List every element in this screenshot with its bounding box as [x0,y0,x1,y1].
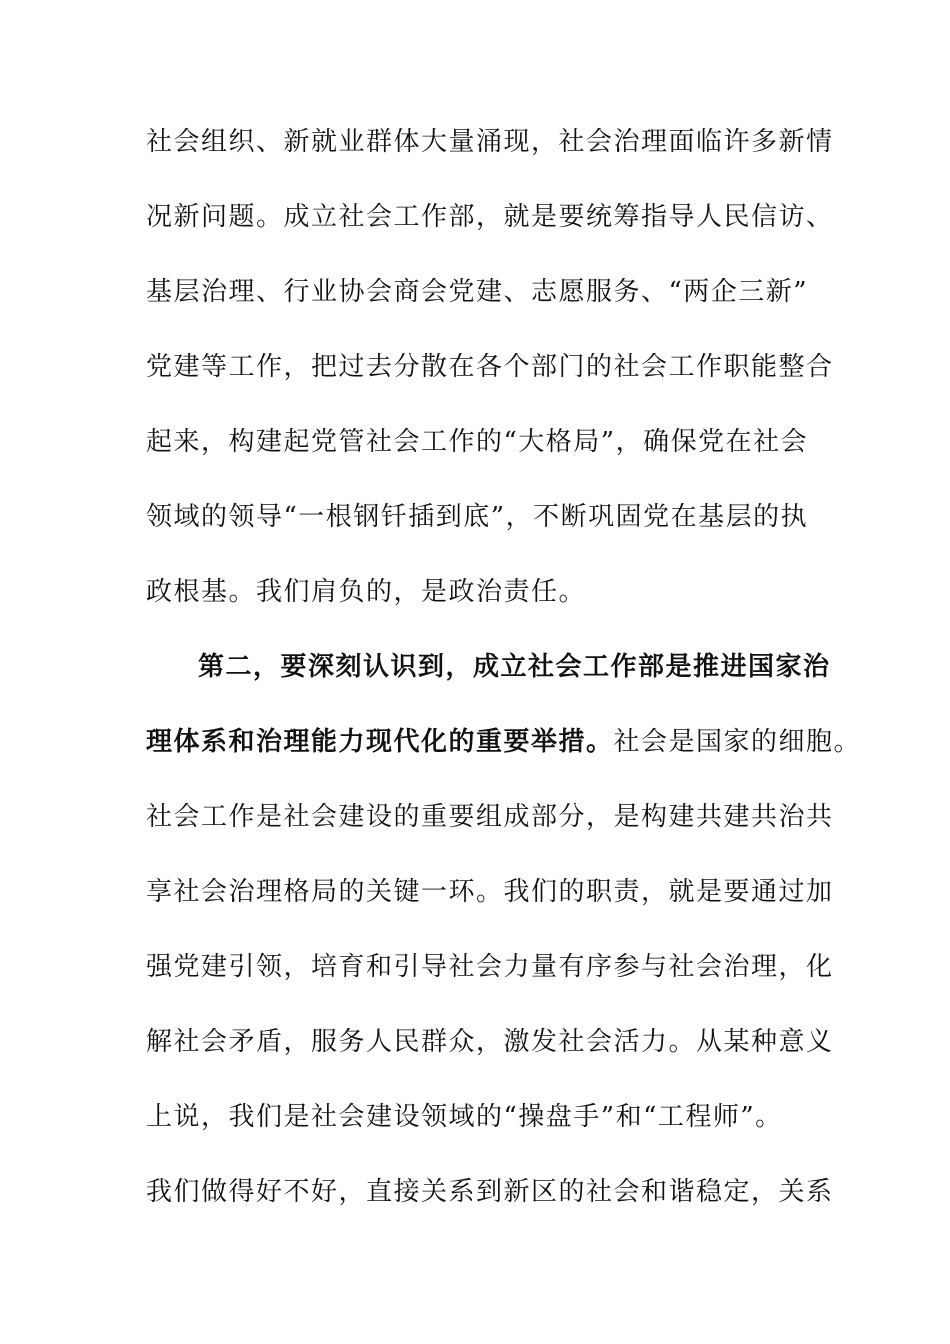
text-line: 社会工作是社会建设的重要组成部分，是构建共建共治共 [146,802,834,832]
text-line: 况新问题。成立社会工作部，就是要统筹指导人民信访、 [146,202,834,232]
text-line: 党建等工作，把过去分散在各个部门的社会工作职能整合 [146,352,834,382]
text-line: 解社会矛盾，服务人民群众，激发社会活力。从某种意义 [146,1027,834,1057]
text-line: 享社会治理格局的关键一环。我们的职责，就是要通过加 [146,877,834,907]
text-line: 起来，构建起党管社会工作的“大格局”，确保党在社会 [146,427,809,457]
section-heading: 第二，要深刻认识到，成立社会工作部是推进国家治 [198,652,831,682]
text-line: 我们做得好不好，直接关系到新区的社会和谐稳定，关系 [146,1177,834,1207]
text-line: 领域的领导“一根钢钎插到底”，不断巩固党在基层的执 [146,502,809,532]
text-line: 强党建引领，培育和引导社会力量有序参与社会治理，化 [146,952,834,982]
section-heading-continued [146,722,862,762]
section-heading-bold-part: 理体系和治理能力现代化的重要举措。 [146,727,614,757]
text-line: 社会组织、新就业群体大量涌现，社会治理面临许多新情 [146,127,834,157]
text-line: 政根基。我们肩负的，是政治责任。 [146,577,587,607]
text-line: 基层治理、行业协会商会党建、志愿服务、“两企三新” [146,277,809,307]
text-line: 上说，我们是社会建设领域的“操盘手”和“工程师”。 [146,1102,783,1132]
paragraph-start: 社会是国家的细胞。 [613,727,862,757]
